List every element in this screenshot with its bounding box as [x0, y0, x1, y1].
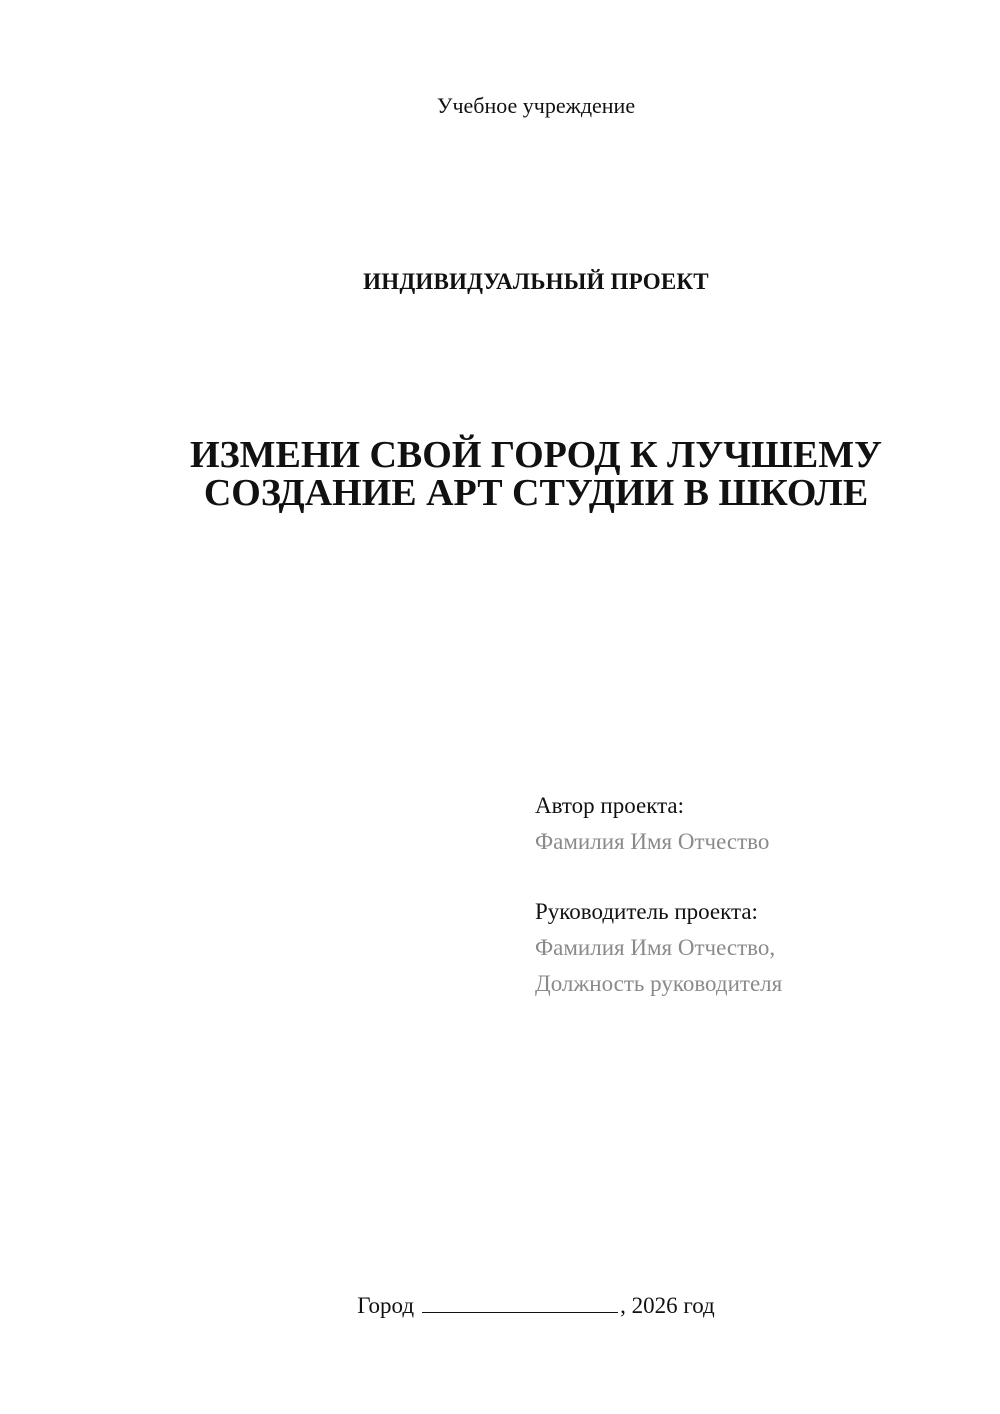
project-credits [535, 788, 975, 1002]
supervisor-label: Руководитель проекта: [535, 899, 758, 924]
supervisor-name: Фамилия Имя Отчество, [535, 935, 776, 960]
author-name: Фамилия Имя Отчество [535, 829, 770, 854]
city-label: Город [357, 1293, 415, 1318]
credits-spacer [535, 860, 975, 894]
project-title-line-2: СОЗДАНИЕ АРТ СТУДИИ В ШКОЛЕ [203, 472, 869, 514]
project-title [0, 436, 1000, 512]
institution-name: Учебное учреждение [436, 93, 636, 118]
supervisor-position: Должность руководителя [535, 971, 783, 996]
city-blank-underline [422, 1290, 618, 1313]
year-text: , 2026 год [620, 1293, 715, 1318]
city-year-line [0, 1290, 1000, 1321]
project-type-heading: ИНДИВИДУАЛЬНЫЙ ПРОЕКТ [363, 269, 709, 294]
author-label: Автор проекта: [535, 793, 684, 818]
project-title-line-1: ИЗМЕНИ СВОЙ ГОРОД К ЛУЧШЕМУ [190, 434, 882, 476]
